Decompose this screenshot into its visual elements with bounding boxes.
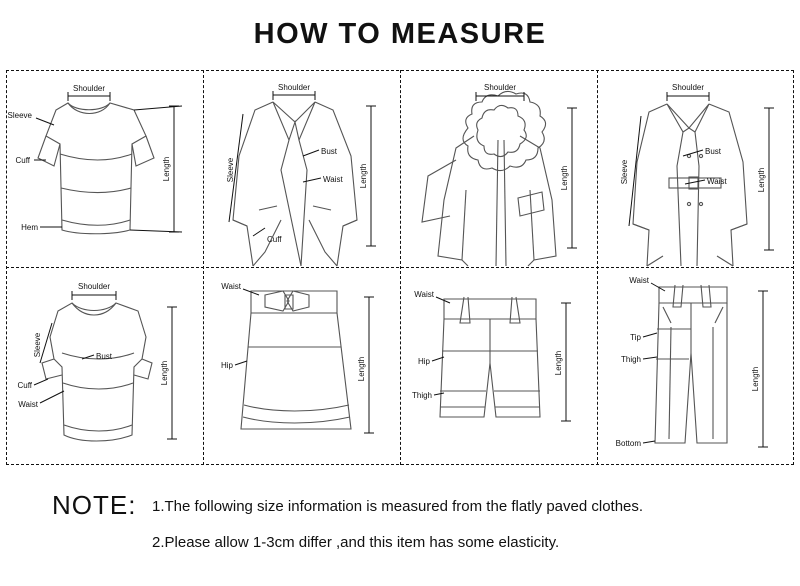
tshirt-diagram bbox=[6, 70, 203, 267]
label-hip: Hip bbox=[220, 361, 233, 370]
skirt-diagram bbox=[203, 267, 400, 464]
label-waist: Waist bbox=[414, 290, 434, 299]
label-bust: Bust bbox=[705, 147, 722, 156]
label-bottom: Bottom bbox=[615, 439, 641, 448]
label-shoulder: Shoulder bbox=[72, 84, 106, 93]
garment-grid bbox=[6, 70, 794, 465]
blazer-diagram bbox=[203, 70, 400, 267]
label-length: Length bbox=[160, 360, 169, 386]
cell-pants bbox=[597, 267, 793, 464]
cell-dress bbox=[6, 267, 203, 464]
note-label: NOTE: bbox=[52, 490, 137, 520]
label-cuff: Cuff bbox=[17, 381, 32, 390]
label-sleeve: Sleeve bbox=[226, 157, 235, 183]
label-length: Length bbox=[751, 366, 760, 392]
label-hip: Hip bbox=[417, 357, 430, 366]
label-length: Length bbox=[757, 167, 766, 193]
page-title: HOW TO MEASURE bbox=[253, 18, 547, 50]
label-shoulder: Shoulder bbox=[671, 83, 705, 92]
label-waist: Waist bbox=[221, 282, 241, 291]
label-waist: Waist bbox=[323, 175, 343, 184]
dress-diagram bbox=[6, 267, 203, 464]
cell-shorts bbox=[400, 267, 597, 464]
note-section bbox=[0, 480, 800, 580]
label-length: Length bbox=[560, 165, 569, 191]
label-sleeve: Sleeve bbox=[7, 111, 32, 120]
label-shoulder: Shoulder bbox=[277, 83, 311, 92]
shorts-diagram bbox=[400, 267, 597, 464]
fur-coat-diagram bbox=[400, 70, 597, 267]
cell-skirt bbox=[203, 267, 400, 464]
label-waist: Waist bbox=[629, 276, 649, 285]
label-bust: Bust bbox=[96, 352, 113, 361]
label-length: Length bbox=[359, 163, 368, 189]
label-length: Length bbox=[357, 356, 366, 382]
label-waist: Waist bbox=[707, 177, 727, 186]
cell-blazer bbox=[203, 70, 400, 267]
cell-trench-coat bbox=[597, 70, 793, 267]
trench-coat-diagram bbox=[597, 70, 793, 267]
label-tip: Tip bbox=[630, 333, 641, 342]
grid-line-right bbox=[793, 70, 794, 465]
label-cuff: Cuff bbox=[267, 235, 282, 244]
cell-fur-coat bbox=[400, 70, 597, 267]
label-thigh: Thigh bbox=[411, 391, 432, 400]
label-sleeve: Sleeve bbox=[620, 159, 629, 185]
pants-diagram bbox=[597, 267, 793, 464]
label-bust: Bust bbox=[321, 147, 338, 156]
label-length: Length bbox=[162, 156, 171, 182]
label-waist: Waist bbox=[18, 400, 38, 409]
cell-tshirt bbox=[6, 70, 203, 267]
label-length: Length bbox=[554, 350, 563, 376]
label-cuff: Cuff bbox=[15, 156, 30, 165]
label-shoulder: Shoulder bbox=[483, 83, 517, 92]
label-hem: Hem bbox=[21, 223, 38, 232]
label-sleeve: Sleeve bbox=[33, 332, 42, 358]
note-line-2: 2.Please allow 1-3cm differ ,and this item has some elasticity. bbox=[152, 534, 560, 551]
note-line-1: 1.The following size information is measured from the flatly paved clothes. bbox=[152, 498, 644, 515]
label-thigh: Thigh bbox=[620, 355, 641, 364]
label-shoulder: Shoulder bbox=[77, 282, 111, 291]
